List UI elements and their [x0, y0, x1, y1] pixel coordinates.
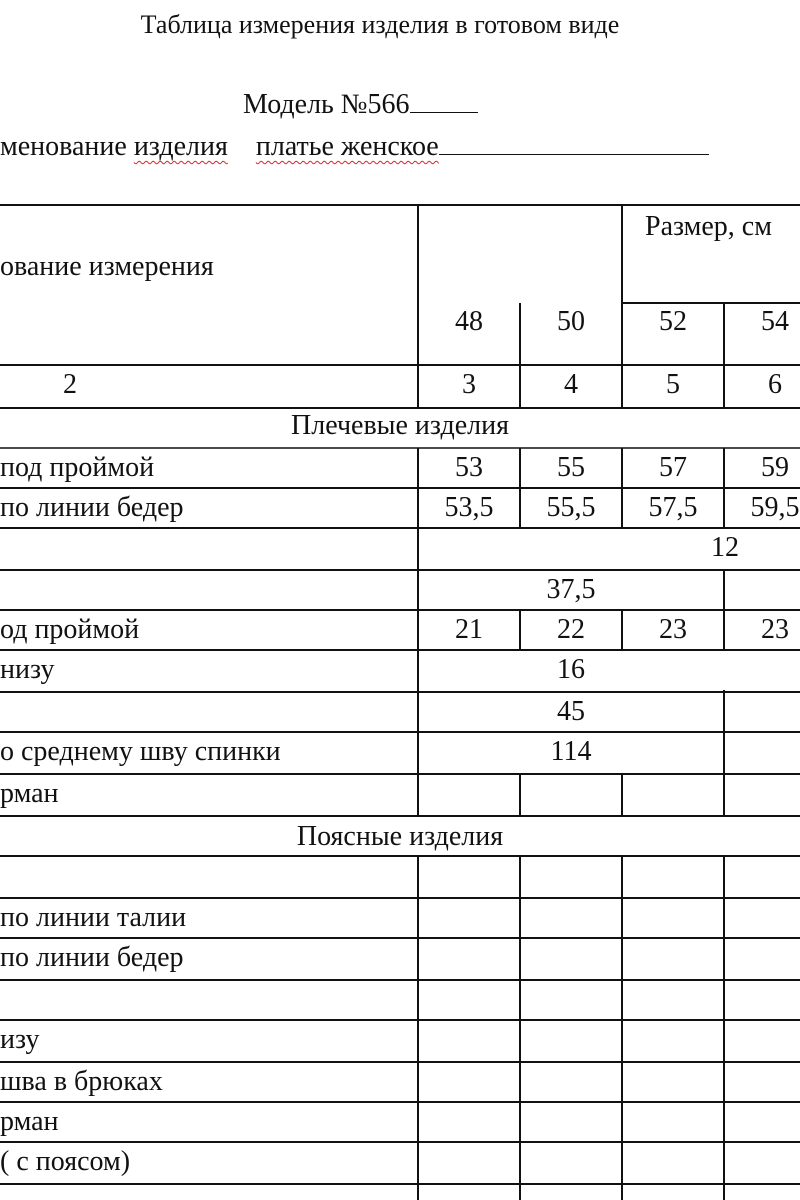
row-value: 23 [659, 614, 687, 645]
column-number: 4 [564, 369, 578, 400]
row-label: изу [0, 1024, 40, 1055]
column-header-size: Размер, см [645, 211, 772, 242]
column-number: 5 [666, 369, 680, 400]
document-title: Таблица измерения изделия в готовом виде [140, 10, 620, 39]
row-label: по линии талии [0, 902, 187, 933]
product-label-word: изделия [133, 131, 228, 162]
size-header: 50 [557, 306, 585, 337]
row-value: 114 [550, 736, 592, 767]
section-title-shoulder: Плечевые изделия [291, 410, 509, 441]
row-value: 55 [557, 452, 585, 483]
column-number: 6 [768, 369, 782, 400]
row-value: 53,5 [444, 492, 494, 523]
column-number: 2 [63, 369, 77, 400]
row-label: рман [0, 1106, 59, 1137]
row-value: 45 [557, 696, 585, 727]
row-label: по линии бедер [0, 492, 184, 523]
row-label: о среднему шву спинки [0, 736, 281, 767]
column-number: 3 [462, 369, 476, 400]
row-value: 12 [711, 532, 739, 563]
row-value: 55,5 [546, 492, 596, 523]
model-number: Модель №566 [243, 89, 410, 120]
row-value: 22 [557, 614, 585, 645]
row-label: по линии бедер [0, 942, 184, 973]
product-label: менование [0, 131, 127, 162]
row-label: рман [0, 778, 59, 809]
row-value: 37,5 [546, 574, 596, 605]
row-label: од проймой [0, 614, 140, 645]
size-header: 52 [659, 306, 687, 337]
size-header: 54 [761, 306, 789, 337]
row-value: 23 [761, 614, 789, 645]
row-value: 53 [455, 452, 483, 483]
column-header-measurement: ование измерения [0, 251, 214, 282]
row-value: 57,5 [648, 492, 698, 523]
row-label: низу [0, 654, 55, 685]
row-value: 16 [557, 654, 585, 685]
row-label: под проймой [0, 452, 155, 483]
row-value: 57 [659, 452, 687, 483]
row-label: шва в брюках [0, 1066, 163, 1097]
row-value: 21 [455, 614, 483, 645]
size-header: 48 [455, 306, 483, 337]
row-value: 59,5 [750, 492, 800, 523]
section-title-waist: Поясные изделия [296, 821, 504, 852]
product-value: платье женское [255, 131, 439, 162]
row-label: ( с поясом) [0, 1146, 131, 1177]
row-value: 59 [761, 452, 789, 483]
